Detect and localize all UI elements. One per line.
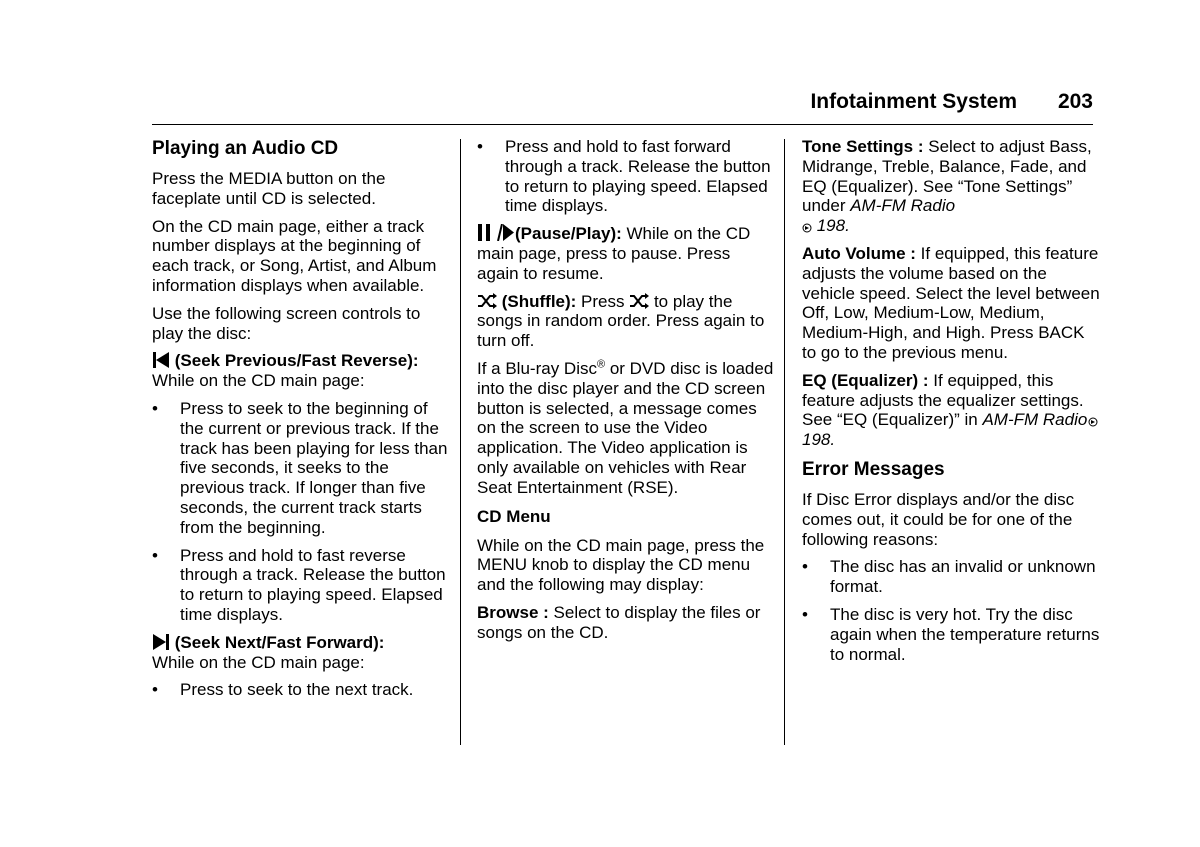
pause-play-text: While on the CD main page, press to pause. Press again to resume.	[477, 224, 751, 283]
seek-next-icon	[152, 634, 170, 650]
auto-volume-label: Auto Volume :	[802, 243, 916, 263]
list-item	[152, 399, 450, 538]
shuffle-icon	[629, 293, 649, 309]
browse-label: Browse :	[477, 602, 549, 622]
shuffle-text: Press	[576, 291, 630, 311]
page-reference-icon	[1087, 415, 1099, 427]
seek-previous-icon	[152, 352, 170, 368]
column-1	[152, 137, 450, 708]
list-item-text: Press and hold to fast forward through a track. Release the button to return to playing speed. Elapsed time displays.	[505, 137, 771, 216]
bluray-paragraph	[477, 359, 775, 498]
page-reference[interactable]: 198.	[802, 430, 836, 450]
paragraph: Use the following screen controls to play the disc:	[152, 303, 421, 343]
seek-previous-list	[152, 399, 450, 625]
list-item-text: Press to seek to the beginning of the current or previous track. If the track has been playing for less than five seconds, it seeks to the previous track. If longer than five seconds, the current track starts from the beginning.	[180, 398, 448, 537]
browse-text: Select to display the files or songs on the CD.	[477, 602, 761, 642]
seek-previous-paragraph	[152, 351, 450, 391]
list-item	[477, 137, 775, 216]
cross-reference-link[interactable]: AM-FM Radio	[850, 196, 956, 216]
shuffle-label: (Shuffle):	[501, 291, 577, 311]
seek-next-intro: While on the CD main page:	[152, 652, 365, 672]
section-title: Infotainment System	[810, 90, 1017, 113]
bullet-icon: •	[802, 604, 808, 624]
column-divider	[460, 139, 461, 745]
seek-next-label: (Seek Next/Fast Forward):	[174, 632, 385, 652]
tone-settings-text: Select to adjust Bass, Midrange, Treble, Balance, Fade, and EQ (Equalizer). See “Tone Settings” under	[802, 137, 1092, 216]
page-reference-icon	[802, 221, 812, 233]
eq-paragraph	[802, 371, 1100, 450]
list-item-text: Press to seek to the next track.	[180, 680, 414, 700]
bluray-text: If a Blu-ray Disc	[477, 358, 597, 378]
page-header	[152, 88, 1093, 125]
list-item-text: The disc has an invalid or unknown format.	[830, 557, 1096, 597]
seek-next-paragraph	[152, 633, 450, 673]
auto-volume-text: If equipped, this feature adjusts the volume based on the vehicle speed. Select the level between Off, Low, Medium-Low, Medium, Medium-High, and High. Press BACK to go to the previous menu.	[802, 243, 1100, 362]
pause-play-icon	[477, 224, 515, 241]
pause-play-paragraph	[477, 224, 775, 283]
list-item	[802, 605, 1100, 664]
list-item-text: Press and hold to fast reverse through a track. Release the button to return to playing speed. Elapsed time displays.	[180, 545, 446, 624]
tone-settings-paragraph	[802, 137, 1100, 236]
list-item	[152, 546, 450, 625]
browse-paragraph	[477, 603, 775, 643]
page-number: 203	[1057, 90, 1093, 113]
bullet-icon: •	[152, 680, 158, 700]
cd-menu-heading: CD Menu	[477, 506, 551, 526]
seek-next-list	[152, 680, 450, 700]
cd-menu-paragraph: While on the CD main page, press the MENU knob to display the CD menu and the following may display:	[477, 535, 765, 595]
pause-play-label: (Pause/Play):	[515, 224, 622, 244]
shuffle-text: to play the songs in random order. Press again to turn off.	[477, 291, 765, 351]
fast-forward-list	[477, 137, 775, 216]
seek-previous-label: (Seek Previous/Fast Reverse):	[174, 351, 419, 371]
heading-error-messages: Error Messages	[802, 458, 945, 480]
registered-mark: ®	[596, 358, 606, 371]
seek-previous-intro: While on the CD main page:	[152, 371, 365, 391]
eq-label: EQ (Equalizer) :	[802, 370, 929, 390]
column-divider	[784, 139, 785, 745]
error-paragraph: If Disc Error displays and/or the disc comes out, it could be for one of the following reasons:	[802, 489, 1075, 549]
cross-reference-link[interactable]: AM-FM Radio	[982, 410, 1088, 430]
bluray-text: or DVD disc is loaded into the disc player and the CD screen button is selected, a message comes on the screen to use the Video application. The Video application is only available on vehicles with Rear Seat Entertainment (RSE).	[477, 358, 774, 497]
list-item	[802, 557, 1100, 597]
bullet-icon: •	[152, 398, 158, 418]
column-2	[477, 137, 775, 651]
tone-settings-label: Tone Settings :	[802, 137, 924, 156]
heading-playing-audio-cd: Playing an Audio CD	[152, 138, 339, 159]
eq-text: If equipped, this feature adjusts the equalizer settings. See “EQ (Equalizer)” in	[802, 370, 1084, 430]
bullet-icon: •	[802, 557, 808, 577]
list-item	[152, 680, 450, 700]
paragraph: On the CD main page, either a track number displays at the beginning of each track, or Song, Artist, and Album information displays when available.	[152, 216, 437, 295]
auto-volume-paragraph	[802, 244, 1100, 363]
bullet-icon: •	[152, 545, 158, 565]
column-3	[802, 137, 1100, 672]
shuffle-paragraph	[477, 292, 775, 351]
list-item-text: The disc is very hot. Try the disc again when the temperature returns to normal.	[830, 604, 1100, 664]
paragraph: Press the MEDIA button on the faceplate until CD is selected.	[152, 169, 386, 208]
shuffle-icon	[477, 293, 497, 309]
page-reference[interactable]: 198.	[812, 216, 850, 236]
error-list	[802, 557, 1100, 664]
bullet-icon: •	[477, 137, 483, 156]
